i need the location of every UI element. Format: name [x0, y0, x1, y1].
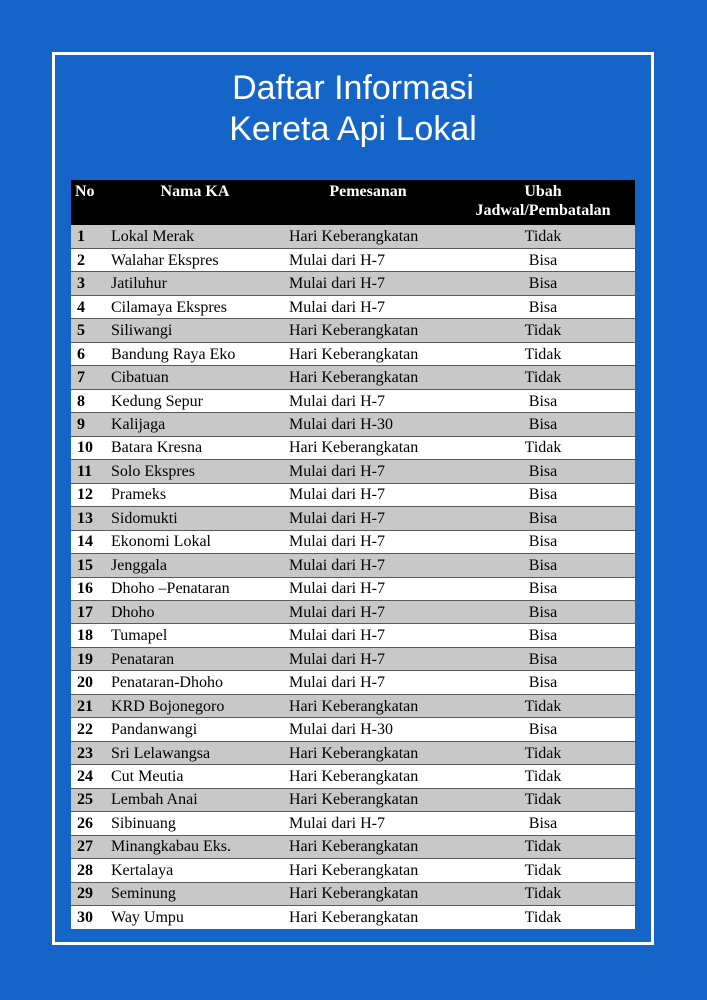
train-name: Tumapel — [105, 624, 285, 647]
train-name: Prameks — [105, 483, 285, 506]
row-number: 11 — [71, 460, 105, 483]
change-cancel-status: Bisa — [451, 389, 635, 412]
row-number: 17 — [71, 601, 105, 624]
table-row — [71, 460, 635, 483]
row-number: 14 — [71, 530, 105, 553]
row-number: 29 — [71, 882, 105, 905]
change-cancel-status: Bisa — [451, 624, 635, 647]
table-row — [71, 859, 635, 882]
train-name: Jatiluhur — [105, 272, 285, 295]
page-title — [52, 68, 654, 150]
booking-window: Hari Keberangkatan — [285, 788, 451, 811]
booking-window: Mulai dari H-7 — [285, 812, 451, 835]
table-row — [71, 413, 635, 436]
row-number: 30 — [71, 906, 105, 929]
train-name: Batara Kresna — [105, 436, 285, 459]
row-number: 27 — [71, 835, 105, 858]
row-number: 7 — [71, 366, 105, 389]
change-cancel-status: Bisa — [451, 248, 635, 271]
change-cancel-status: Tidak — [451, 859, 635, 882]
change-cancel-status: Bisa — [451, 577, 635, 600]
table-row — [71, 906, 635, 929]
booking-window: Mulai dari H-30 — [285, 413, 451, 436]
train-name: Pandanwangi — [105, 718, 285, 741]
header-no: No — [75, 183, 95, 200]
header-ubah-line-1: Ubah — [524, 183, 562, 200]
booking-window: Hari Keberangkatan — [285, 835, 451, 858]
booking-window: Mulai dari H-7 — [285, 389, 451, 412]
row-number: 19 — [71, 647, 105, 670]
booking-window: Mulai dari H-7 — [285, 554, 451, 577]
table-row — [71, 483, 635, 506]
table-row — [71, 694, 635, 717]
change-cancel-status: Bisa — [451, 718, 635, 741]
table-row — [71, 647, 635, 670]
header-nama-ka: Nama KA — [160, 183, 230, 200]
row-number: 6 — [71, 342, 105, 365]
row-number: 12 — [71, 483, 105, 506]
change-cancel-status: Bisa — [451, 413, 635, 436]
row-number: 24 — [71, 765, 105, 788]
row-number: 21 — [71, 694, 105, 717]
row-number: 5 — [71, 319, 105, 342]
table-row — [71, 741, 635, 764]
train-name: Siliwangi — [105, 319, 285, 342]
header-ubah-line-2: Jadwal/Pembatalan — [475, 202, 611, 219]
change-cancel-status: Tidak — [451, 342, 635, 365]
table-row — [71, 342, 635, 365]
booking-window: Mulai dari H-7 — [285, 460, 451, 483]
header-row — [71, 180, 635, 225]
change-cancel-status: Tidak — [451, 765, 635, 788]
table-row — [71, 436, 635, 459]
change-cancel-status: Tidak — [451, 882, 635, 905]
row-number: 26 — [71, 812, 105, 835]
table-row — [71, 248, 635, 271]
row-number: 3 — [71, 272, 105, 295]
table-row — [71, 765, 635, 788]
booking-window: Hari Keberangkatan — [285, 366, 451, 389]
table-row — [71, 577, 635, 600]
change-cancel-status: Bisa — [451, 295, 635, 318]
table-row — [71, 319, 635, 342]
row-number: 8 — [71, 389, 105, 412]
train-name: Penataran-Dhoho — [105, 671, 285, 694]
train-name: Bandung Raya Eko — [105, 342, 285, 365]
train-name: Minangkabau Eks. — [105, 835, 285, 858]
train-name: Penataran — [105, 647, 285, 670]
booking-window: Hari Keberangkatan — [285, 319, 451, 342]
train-name: Dhoho –Penataran — [105, 577, 285, 600]
train-name: Sibinuang — [105, 812, 285, 835]
change-cancel-status: Tidak — [451, 694, 635, 717]
change-cancel-status: Tidak — [451, 788, 635, 811]
table-row — [71, 882, 635, 905]
booking-window: Mulai dari H-7 — [285, 530, 451, 553]
row-number: 28 — [71, 859, 105, 882]
change-cancel-status: Bisa — [451, 460, 635, 483]
row-number: 25 — [71, 788, 105, 811]
train-name: Kedung Sepur — [105, 389, 285, 412]
table-row — [71, 554, 635, 577]
booking-window: Mulai dari H-7 — [285, 295, 451, 318]
row-number: 16 — [71, 577, 105, 600]
train-name: Ekonomi Lokal — [105, 530, 285, 553]
row-number: 18 — [71, 624, 105, 647]
booking-window: Mulai dari H-7 — [285, 577, 451, 600]
table-row — [71, 295, 635, 318]
train-table — [71, 180, 635, 930]
train-name: Kertalaya — [105, 859, 285, 882]
change-cancel-status: Tidak — [451, 225, 635, 248]
change-cancel-status: Tidak — [451, 366, 635, 389]
change-cancel-status: Tidak — [451, 741, 635, 764]
booking-window: Mulai dari H-7 — [285, 507, 451, 530]
table-row — [71, 530, 635, 553]
train-name: Sidomukti — [105, 507, 285, 530]
change-cancel-status: Tidak — [451, 319, 635, 342]
table-row — [71, 389, 635, 412]
change-cancel-status: Bisa — [451, 554, 635, 577]
row-number: 9 — [71, 413, 105, 436]
change-cancel-status: Tidak — [451, 436, 635, 459]
row-number: 2 — [71, 248, 105, 271]
booking-window: Hari Keberangkatan — [285, 436, 451, 459]
booking-window: Hari Keberangkatan — [285, 906, 451, 929]
train-name: Cut Meutia — [105, 765, 285, 788]
train-name: Cibatuan — [105, 366, 285, 389]
change-cancel-status: Tidak — [451, 835, 635, 858]
booking-window: Hari Keberangkatan — [285, 694, 451, 717]
booking-window: Hari Keberangkatan — [285, 882, 451, 905]
change-cancel-status: Bisa — [451, 671, 635, 694]
booking-window: Hari Keberangkatan — [285, 765, 451, 788]
train-name: Seminung — [105, 882, 285, 905]
train-name: Sri Lelawangsa — [105, 741, 285, 764]
title-line-2: Kereta Api Lokal — [229, 110, 477, 148]
row-number: 4 — [71, 295, 105, 318]
header-ubah-jadwal — [451, 180, 635, 225]
train-name: Walahar Ekspres — [105, 248, 285, 271]
train-name: Solo Ekspres — [105, 460, 285, 483]
table-header — [71, 180, 635, 225]
table-row — [71, 835, 635, 858]
train-name: KRD Bojonegoro — [105, 694, 285, 717]
row-number: 1 — [71, 225, 105, 248]
row-number: 22 — [71, 718, 105, 741]
change-cancel-status: Tidak — [451, 906, 635, 929]
booking-window: Hari Keberangkatan — [285, 859, 451, 882]
change-cancel-status: Bisa — [451, 507, 635, 530]
row-number: 13 — [71, 507, 105, 530]
train-name: Jenggala — [105, 554, 285, 577]
train-name: Way Umpu — [105, 906, 285, 929]
booking-window: Mulai dari H-30 — [285, 718, 451, 741]
change-cancel-status: Bisa — [451, 483, 635, 506]
train-name: Cilamaya Ekspres — [105, 295, 285, 318]
train-name: Lembah Anai — [105, 788, 285, 811]
header-pemesanan: Pemesanan — [329, 183, 407, 200]
table-row — [71, 366, 635, 389]
booking-window: Hari Keberangkatan — [285, 741, 451, 764]
table-row — [71, 718, 635, 741]
table-row — [71, 624, 635, 647]
row-number: 23 — [71, 741, 105, 764]
row-number: 10 — [71, 436, 105, 459]
table-row — [71, 671, 635, 694]
booking-window: Mulai dari H-7 — [285, 248, 451, 271]
table-row — [71, 507, 635, 530]
change-cancel-status: Bisa — [451, 530, 635, 553]
change-cancel-status: Bisa — [451, 601, 635, 624]
booking-window: Mulai dari H-7 — [285, 272, 451, 295]
train-name: Lokal Merak — [105, 225, 285, 248]
change-cancel-status: Bisa — [451, 647, 635, 670]
table-row — [71, 225, 635, 248]
table-row — [71, 812, 635, 835]
table-row — [71, 272, 635, 295]
table-body — [71, 225, 635, 929]
booking-window: Mulai dari H-7 — [285, 671, 451, 694]
booking-window: Hari Keberangkatan — [285, 225, 451, 248]
table-row — [71, 601, 635, 624]
row-number: 20 — [71, 671, 105, 694]
change-cancel-status: Bisa — [451, 272, 635, 295]
booking-window: Mulai dari H-7 — [285, 483, 451, 506]
change-cancel-status: Bisa — [451, 812, 635, 835]
train-name: Kalijaga — [105, 413, 285, 436]
booking-window: Mulai dari H-7 — [285, 647, 451, 670]
train-name: Dhoho — [105, 601, 285, 624]
booking-window: Mulai dari H-7 — [285, 624, 451, 647]
booking-window: Mulai dari H-7 — [285, 601, 451, 624]
booking-window: Hari Keberangkatan — [285, 342, 451, 365]
row-number: 15 — [71, 554, 105, 577]
title-line-1: Daftar Informasi — [232, 69, 474, 107]
table-row — [71, 788, 635, 811]
